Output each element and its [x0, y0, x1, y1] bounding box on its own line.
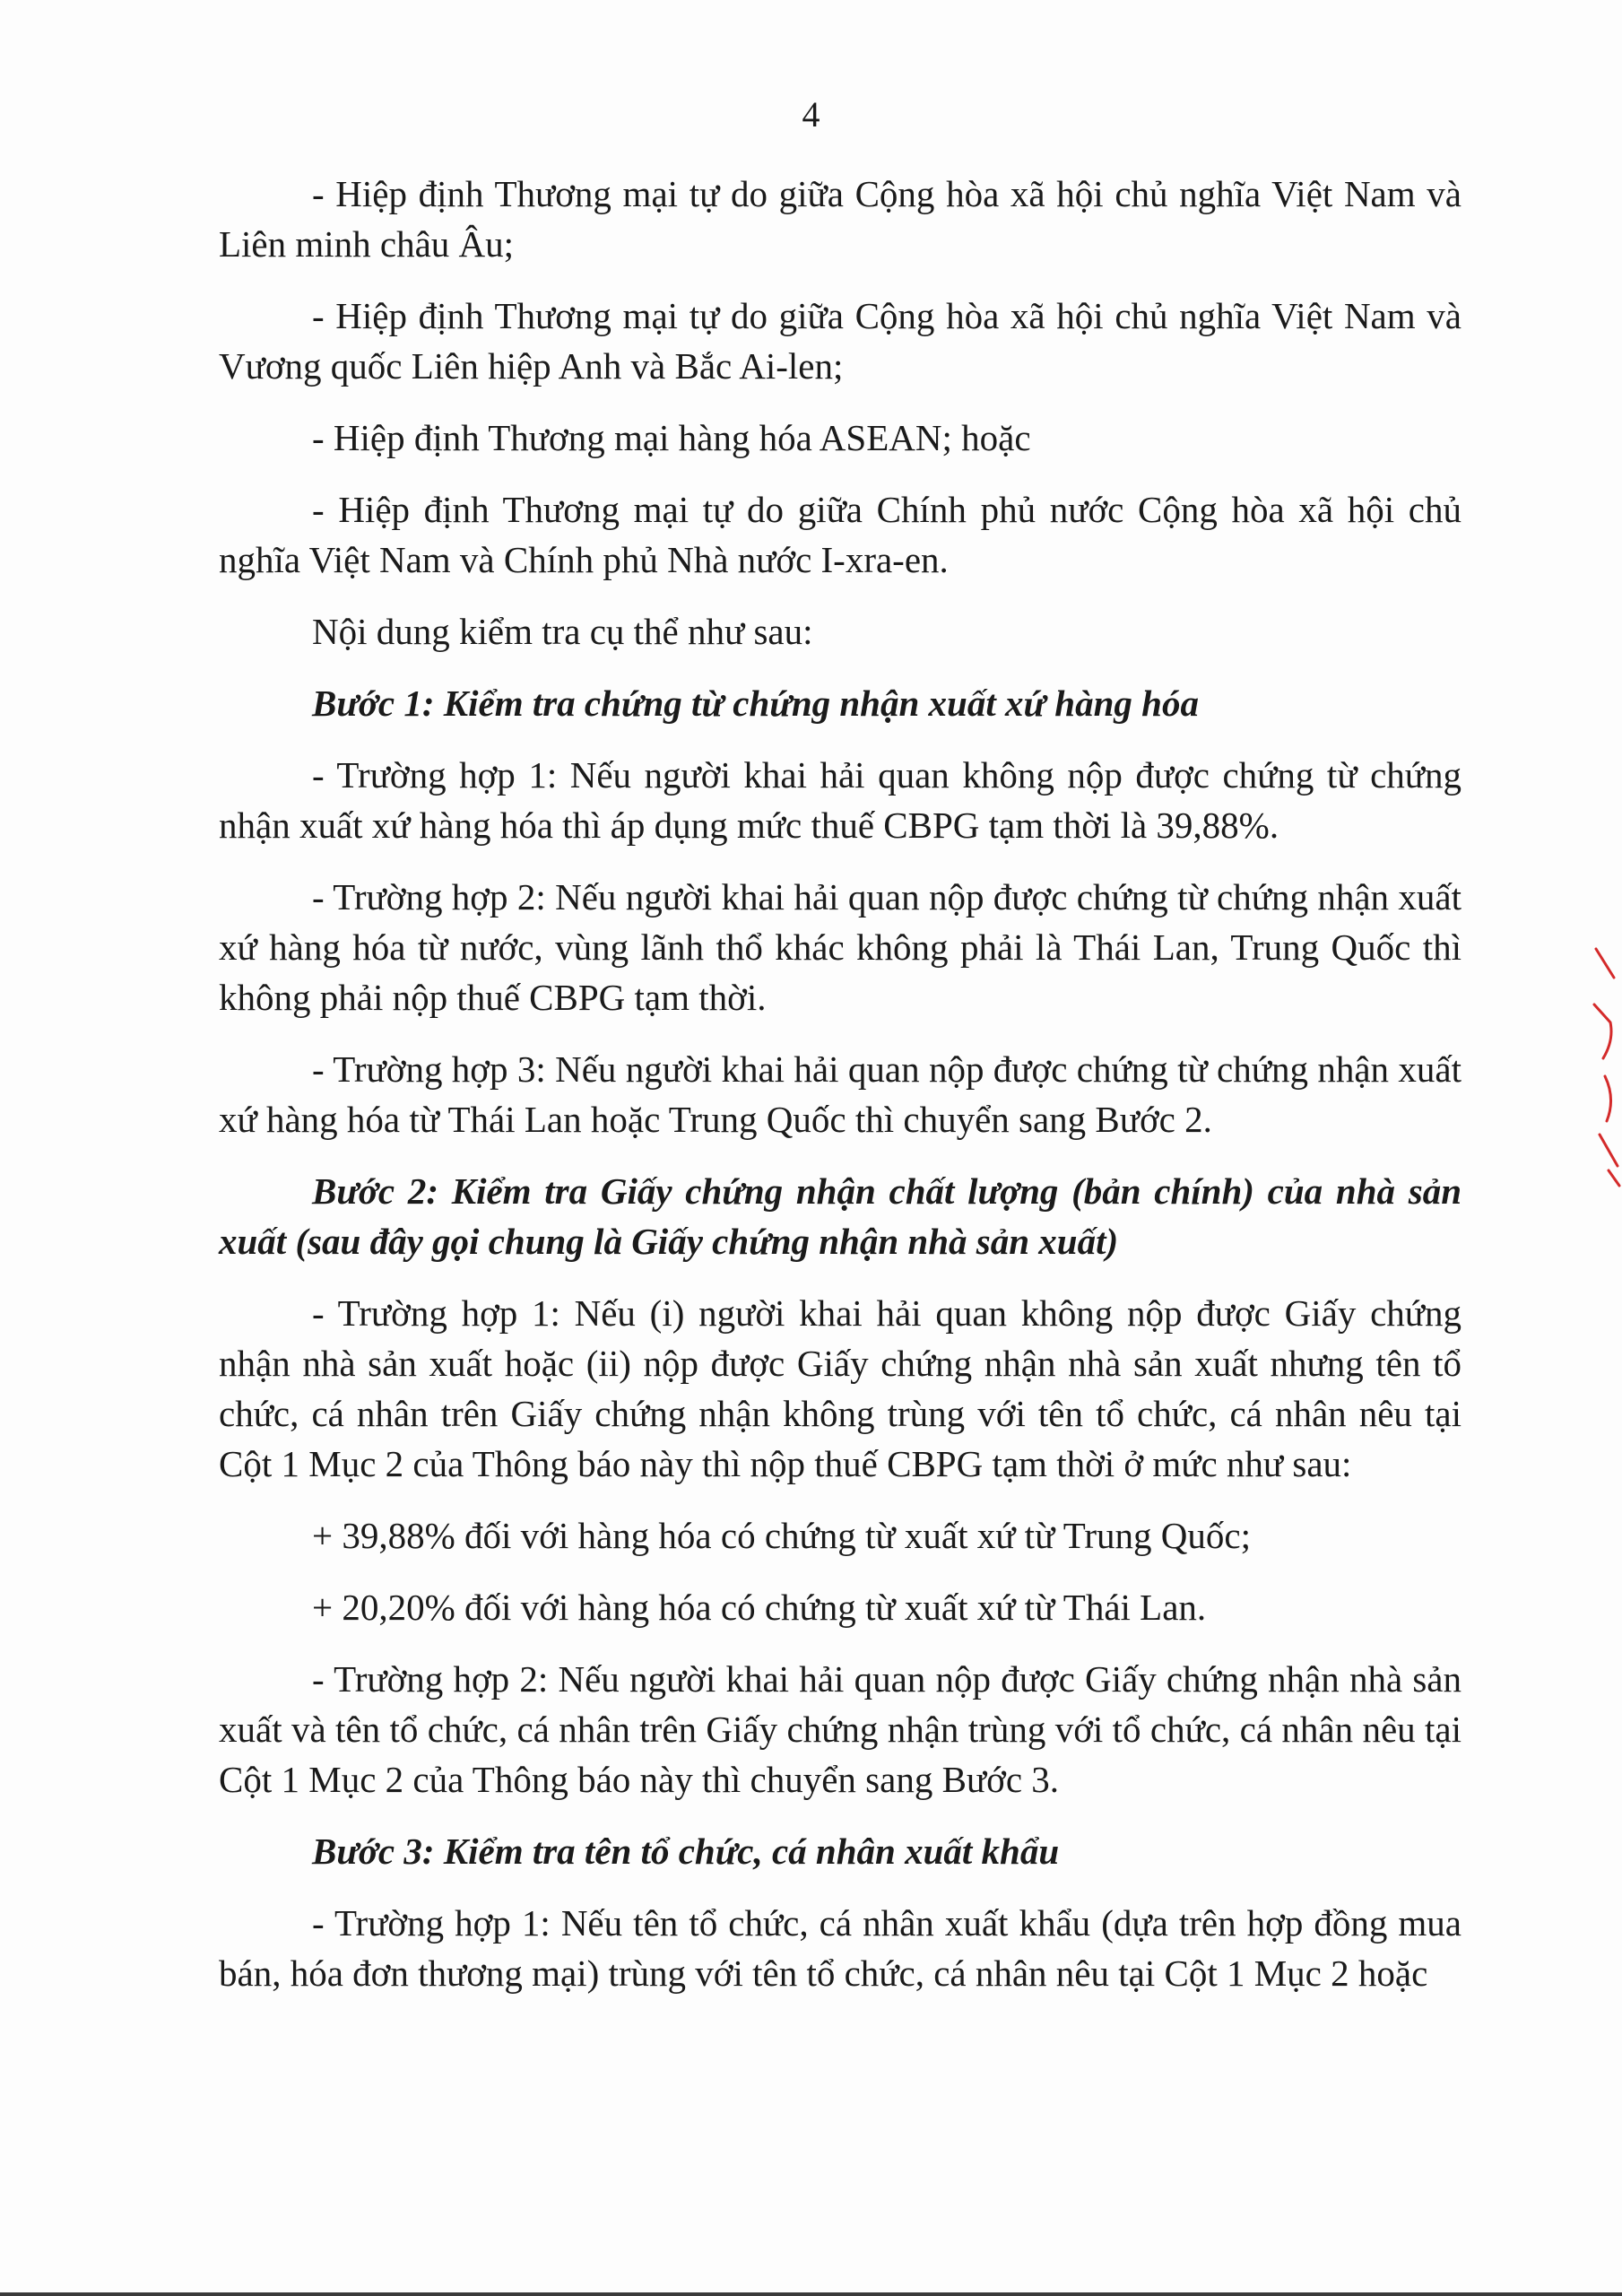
- paragraph: - Trường hợp 2: Nếu người khai hải quan nộp được Giấy chứng nhận nhà sản xuất và tên tổ chức, cá nhân trên Giấy chứng nhận trùng với tổ chức, cá nhân nêu tại Cột 1 Mục 2 của Thông báo này thì chuyển sang Bước 3.: [219, 1658, 1462, 1800]
- paragraph: + 20,20% đối với hàng hóa có chứng từ xuất xứ từ Thái Lan.: [312, 1587, 1207, 1628]
- paragraph: - Hiệp định Thương mại tự do giữa Cộng hòa xã hội chủ nghĩa Việt Nam và Vương quốc Liên hiệp Anh và Bắc Ai-len;: [219, 295, 1462, 387]
- paragraph: - Hiệp định Thương mại tự do giữa Cộng hòa xã hội chủ nghĩa Việt Nam và Liên minh châu Âu;: [219, 173, 1462, 265]
- page-number: 4: [802, 94, 820, 135]
- paragraph: - Trường hợp 1: Nếu người khai hải quan không nộp được chứng từ chứng nhận xuất xứ hàng hóa thì áp dụng mức thuế CBPG tạm thời là 39,88%.: [219, 754, 1462, 846]
- section-heading-step-2: Bước 2: Kiểm tra Giấy chứng nhận chất lượng (bản chính) của nhà sản xuất (sau đây gọi chung là Giấy chứng nhận nhà sản xuất): [219, 1170, 1462, 1262]
- paragraph: - Hiệp định Thương mại tự do giữa Chính phủ nước Cộng hòa xã hội chủ nghĩa Việt Nam và Chính phủ Nhà nước I-xra-en.: [219, 489, 1462, 580]
- paragraph: Nội dung kiểm tra cụ thể như sau:: [312, 611, 813, 652]
- paragraph: - Trường hợp 1: Nếu tên tổ chức, cá nhân xuất khẩu (dựa trên hợp đồng mua bán, hóa đơn thương mại) trùng với tên tổ chức, cá nhân nêu tại Cột 1 Mục 2 hoặc: [219, 1902, 1462, 1994]
- paragraph: - Hiệp định Thương mại hàng hóa ASEAN; hoặc: [312, 417, 1031, 458]
- paragraph: - Trường hợp 3: Nếu người khai hải quan nộp được chứng từ chứng nhận xuất xứ hàng hóa từ Thái Lan hoặc Trung Quốc thì chuyển sang Bước 2.: [219, 1048, 1462, 1140]
- document-body: [219, 169, 1462, 2020]
- scan-bottom-edge: [0, 2292, 1622, 2296]
- paragraph: - Trường hợp 2: Nếu người khai hải quan nộp được chứng từ chứng nhận xuất xứ hàng hóa từ nước, vùng lãnh thổ khác không phải là Thái Lan, Trung Quốc thì không phải nộp thuế CBPG tạm thời.: [219, 876, 1462, 1018]
- section-heading-step-3: Bước 3: Kiểm tra tên tổ chức, cá nhân xuất khẩu: [312, 1831, 1060, 1872]
- paragraph: - Trường hợp 1: Nếu (i) người khai hải quan không nộp được Giấy chứng nhận nhà sản xuất hoặc (ii) nộp được Giấy chứng nhận nhà sản xuất nhưng tên tổ chức, cá nhân trên Giấy chứng nhận không trùng với tên tổ chức, cá nhân nêu tại Cột 1 Mục 2 của Thông báo này thì nộp thuế CBPG tạm thời ở mức như sau:: [219, 1292, 1462, 1484]
- paragraph: + 39,88% đối với hàng hóa có chứng từ xuất xứ từ Trung Quốc;: [312, 1515, 1252, 1556]
- stamp-edge-mark: [1587, 942, 1622, 1193]
- section-heading-step-1: Bước 1: Kiểm tra chứng từ chứng nhận xuất xứ hàng hóa: [312, 683, 1199, 724]
